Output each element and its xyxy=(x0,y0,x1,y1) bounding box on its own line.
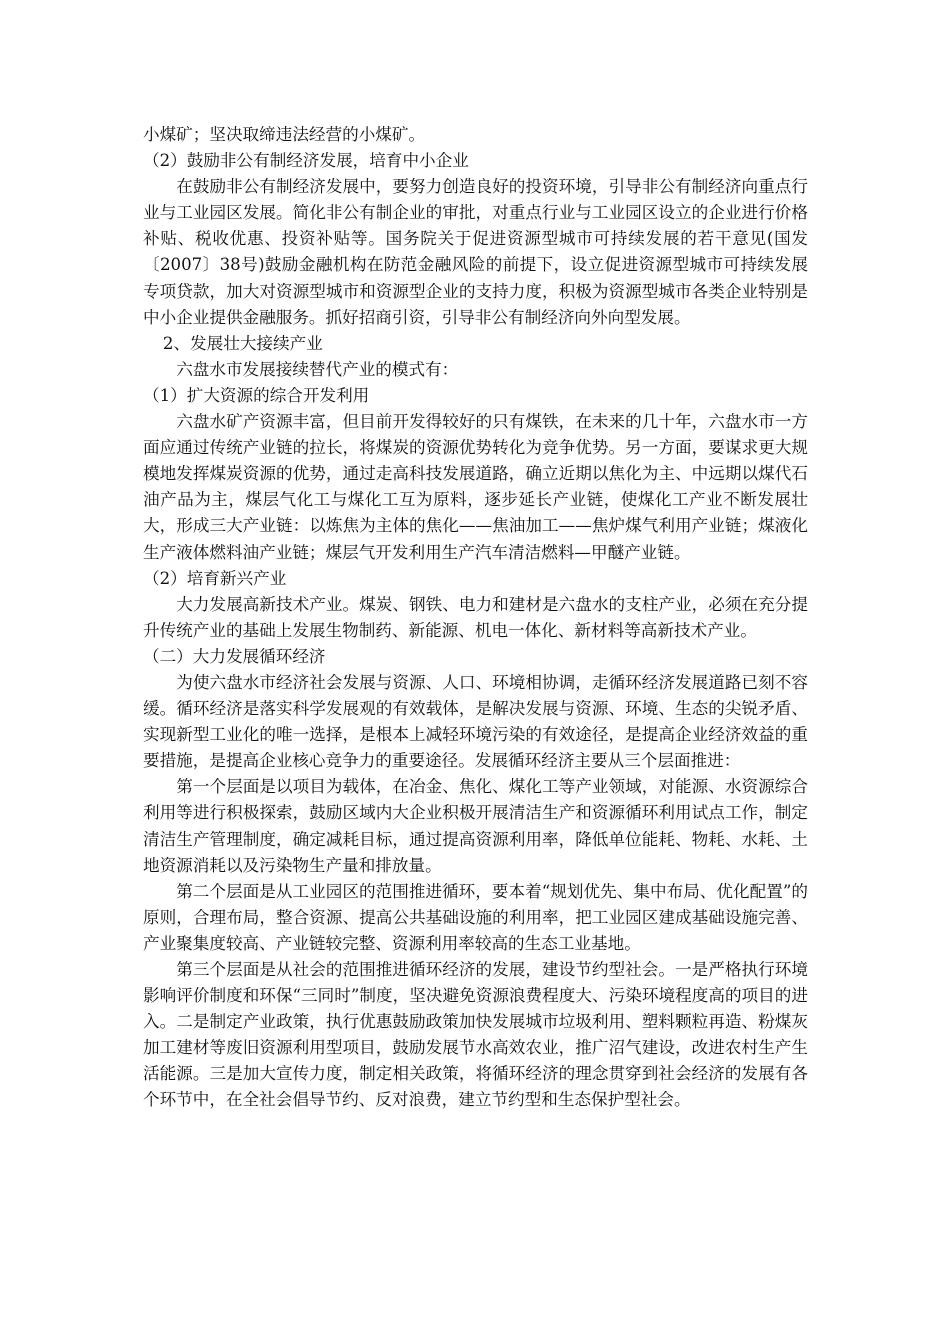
paragraph-resource-utilization: 六盘水矿产资源丰富，但目前开发得较好的只有煤铁，在未来的几十年，六盘水市一方面应通过传统产业链的拉长，将煤炭的资源优势转化为竞争优势。另一方面，要谋求更大规模地发挥煤炭资源的优势，通过走高科技发展道路，确立近期以焦化为主、中远期以煤代石油产品为主，煤层气化工与煤化工互为原料，逐步延长产业链，使煤化工产业不断发展壮大，形成三大产业链：以炼焦为主体的焦化——焦油加工——焦炉煤气利用产业链；煤液化生产液体燃料油产业链；煤层气开发利用生产汽车清洁燃料—甲醚产业链。 xyxy=(143,412,808,562)
paragraph-level-two: 第二个层面是从工业园区的范围推进循环，要本着“规划优先、集中布局、优化配置”的原则，合理布局，整合资源、提高公共基础设施的利用率，把工业园区建成基础设施完善、产业聚集度较高、产业链较完整、资源利用率较高的生态工业基地。 xyxy=(143,881,808,953)
subheading-emerging-industry: （2）培育新兴产业 xyxy=(143,568,287,588)
paragraph-circular-economy-intro: 为使六盘水市经济社会发展与资源、人口、环境相协调，走循环经济发展道路已刻不容缓。循环经济是落实科学发展观的有效载体，是解决发展与资源、环境、生态的尖锐矛盾、实现新型工业化的唯一选择，是根本上减轻环境污染的有效途径，是提高企业经济效益的重要措施，是提高企业核心竞争力的重要途径。发展循环经济主要从三个层面推进： xyxy=(143,672,808,771)
paragraph-successor-modes: 六盘水市发展接续替代产业的模式有： xyxy=(176,359,459,379)
paragraph-continuation: 小煤矿；坚决取缔违法经营的小煤矿。 xyxy=(143,125,426,144)
document-body xyxy=(143,122,808,1114)
heading-circular-economy: （二）大力发展循环经济 xyxy=(143,646,326,666)
paragraph-emerging-industry: 大力发展高新技术产业。煤炭、钢铁、电力和建材是六盘水的支柱产业，必须在充分提升传统产业的基础上发展生物制药、新能源、机电一体化、新材料等高新技术产业。 xyxy=(143,594,808,640)
paragraph-level-one: 第一个层面是以项目为载体，在冶金、焦化、煤化工等产业领域，对能源、水资源综合利用等进行积极探索，鼓励区域内大企业积极开展清洁生产和资源循环利用试点工作，制定清洁生产管理制度，确定减耗目标，通过提高资源利用率，降低单位能耗、物耗、水耗、土地资源消耗以及污染物生产量和排放量。 xyxy=(143,777,808,875)
heading-successor-industry: 2、发展壮大接续产业 xyxy=(162,333,323,353)
subheading-nonpublic-economy: （2）鼓励非公有制经济发展，培育中小企业 xyxy=(143,151,469,171)
paragraph-level-three: 第三个层面是从社会的范围推进循环经济的发展，建设节约型社会。一是严格执行环境影响评价制度和环保“三同时”制度，坚决避免资源浪费程度大、污染环境程度高的项目的进入。二是制定产业政策，执行优惠鼓励政策加快发展城市垃圾利用、塑料颗粒再造、粉煤灰加工建材等废旧资源利用型项目，鼓励发展节水高效农业，推广沼气建设，改进农村生产生活能源。三是加大宣传力度，制定相关政策，将循环经济的理念贯穿到社会经济的发展有各个环节中，在全社会倡导节约、反对浪费，建立节约型和生态保护型社会。 xyxy=(143,960,808,1110)
subheading-resource-utilization: （1）扩大资源的综合开发利用 xyxy=(143,385,370,405)
paragraph-nonpublic-economy: 在鼓励非公有制经济发展中，要努力创造良好的投资环境，引导非公有制经济向重点行业与工业园区发展。简化非公有制企业的审批，对重点行业与工业园区设立的企业进行价格补贴、税收优惠、投资补贴等。国务院关于促进资源型城市可持续发展的若干意见(国发〔2007〕38号)鼓励金融机构在防范金融风险的前提下，设立促进资源型城市可持续发展专项贷款，加大对资源型城市和资源型企业的支持力度，积极为资源型城市各类企业特别是中小企业提供金融服务。抓好招商引资，引导非公有制经济向外向型发展。 xyxy=(143,177,808,327)
